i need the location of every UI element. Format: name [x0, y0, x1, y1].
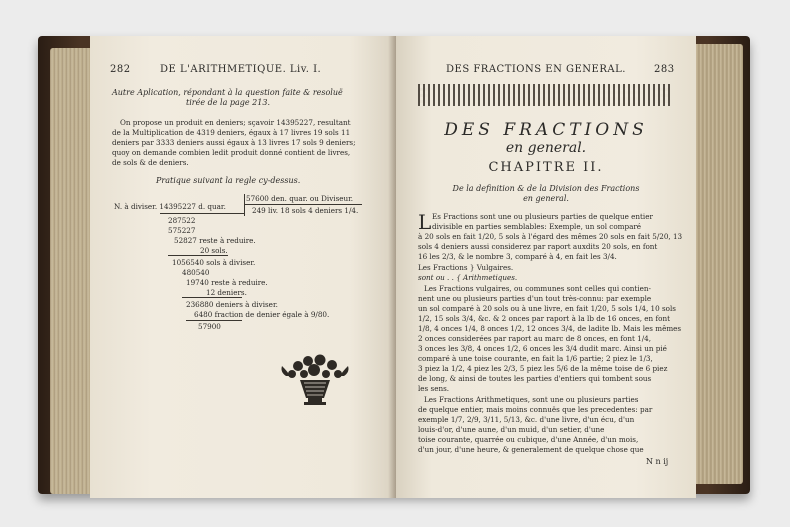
work-rule-1: [168, 255, 228, 256]
ornamental-headband: [418, 84, 670, 106]
left-paragraph-line-1: On propose un produit en deniers; sçavoir 14395227, resultant: [120, 118, 351, 127]
open-book: [38, 30, 750, 500]
body-line-17: de long, & ainsi de toutes les parties d'entiers qui tombent sous: [418, 374, 652, 383]
practice-heading: Pratique suivant la regle cy-dessus.: [156, 176, 301, 185]
work-line-7: 19740 reste à reduire.: [186, 278, 268, 287]
work-line-6: 480540: [182, 268, 210, 277]
divisor-line: 57600 den. quar. ou Diviseur.: [246, 194, 354, 203]
chapter-heading: CHAPITRE II.: [488, 160, 604, 175]
left-paragraph-line-3: deniers par 3333 deniers aussi égaux à 13 livres 17 sols 9 deniers;: [112, 138, 356, 147]
left-heading-line-1: Autre Aplication, répondant à la question faite & resoluë: [112, 88, 343, 97]
body-line-6: Les Fractions } Vulgaires.: [418, 263, 514, 272]
body-line-18: les sens.: [418, 384, 450, 393]
work-line-9: 236880 deniers à diviser.: [186, 300, 278, 309]
left-paragraph-line-2: de la Multiplication de 4319 deniers, égaux à 17 livres 19 sols 11: [112, 128, 351, 137]
work-line-11: 57900: [198, 322, 221, 331]
work-line-3: 52827 reste à reduire.: [174, 236, 256, 245]
left-page-number: 282: [110, 64, 131, 75]
body-line-15: comparé à une toise courante, en fait la 1/6 partie; 2 piez le 1/3,: [418, 354, 653, 363]
section-subtitle: en general.: [505, 140, 587, 156]
body-line-2: divisible en parties semblables: Exemple, un sol comparé: [432, 222, 642, 231]
divisor-rule: [244, 204, 362, 205]
body-line-20: de quelque entier, mais moins connuës que les precedentes: par: [418, 405, 653, 414]
body-line-12: 1/8, 4 onces 1/4, 8 onces 1/2, 12 onces 3/4, de ladite lb. Mais les mêmes: [418, 324, 682, 333]
right-page: [396, 36, 696, 498]
drop-capital: L: [418, 210, 432, 234]
left-heading-line-2: tirée de la page 213.: [186, 98, 270, 107]
division-bar: [244, 194, 245, 216]
left-page: [90, 36, 396, 498]
body-line-21: exemple 1/7, 2/9, 3/11, 5/13, &c. d'une livre, d'un écu, d'un: [418, 415, 635, 424]
signature-mark: N n ij: [646, 457, 669, 466]
work-rule-3: [186, 320, 242, 321]
body-line-16: 3 piez la 1/2, 4 piez les 2/3, 5 piez les 5/6 de la même toise de 6 piez: [418, 364, 668, 373]
body-line-14: 3 onces les 3/8, 4 onces 1/2, 6 onces les 3/4 dudit marc. Ainsi un pié: [418, 344, 667, 353]
right-page-edges: [693, 44, 743, 484]
quotient-line: 249 liv. 18 sols 4 deniers 1/4.: [252, 206, 359, 215]
work-rule-2: [182, 297, 242, 298]
right-running-head: DES FRACTIONS EN GENERAL.: [446, 64, 626, 75]
right-page-number: 283: [654, 64, 675, 75]
dividend-label: N. à diviser. 14395227 d. quar.: [114, 202, 226, 211]
body-line-4: sols 4 deniers aussi considerez par raport auxdits 20 sols, en font: [418, 242, 658, 251]
dividend-rule: [160, 213, 244, 214]
body-line-1: Es Fractions sont une ou plusieurs parties de quelque entier: [432, 212, 653, 221]
work-line-1: 287522: [168, 216, 196, 225]
chapter-subheading-line-1: De la definition & de la Division des Fractions: [452, 184, 640, 193]
body-line-19: Les Fractions Arithmetiques, sont une ou plusieurs parties: [424, 395, 639, 404]
body-line-11: 1/2, 15 sols 3/4, &c. & 2 onces par raport à la lb de 16 onces, en font: [418, 314, 670, 323]
body-line-9: nent une ou plusieurs parties d'un tout très-connu: par exemple: [418, 294, 652, 303]
body-line-23: toise courante, quarrée ou cubique, d'une Année, d'un mois,: [418, 435, 639, 444]
body-line-8: Les Fractions vulgaires, ou communes sont celles qui contien-: [424, 284, 651, 293]
work-line-2: 575227: [168, 226, 196, 235]
body-line-5: 16 les 2/3, & le nombre 3, comparé à 4, en fait les 3/4.: [418, 252, 617, 261]
body-line-10: un sol comparé à 20 sols ou à une livre, en fait 1/20, 5 sols 1/4, 10 sols: [418, 304, 676, 313]
body-line-3: à 20 sols en fait 1/20, 5 sols à l'égard des mêmes 20 sols en fait 5/20, 13: [418, 232, 683, 241]
left-paragraph-line-5: de sols & de deniers.: [112, 158, 189, 167]
chapter-subheading-line-2: en general.: [523, 194, 569, 203]
section-title: DES FRACTIONS: [444, 120, 648, 140]
work-line-10: 6480 fraction de denier égale à 9/80.: [194, 310, 330, 319]
body-line-22: louis-d'or, d'une aune, d'un muid, d'un setier, d'une: [418, 425, 605, 434]
left-paragraph-line-4: quoy on demande combien ledit produit donné contient de livres,: [112, 148, 351, 157]
body-line-24: d'un jour, d'une heure, & generalement de quelque chose que: [418, 445, 644, 454]
flower-basket-icon: [276, 352, 354, 408]
left-running-head: DE L'ARITHMETIQUE. Liv. I.: [160, 64, 322, 75]
work-line-4: 20 sols.: [200, 246, 228, 255]
body-line-7: sont ou . . { Arithmetiques.: [418, 273, 518, 282]
work-line-8: 12 deniers.: [206, 288, 247, 297]
body-line-13: 2 onces considerées par raport au marc de 8 onces, en font 1/4,: [418, 334, 652, 343]
work-line-5: 1056540 sols à diviser.: [172, 258, 256, 267]
